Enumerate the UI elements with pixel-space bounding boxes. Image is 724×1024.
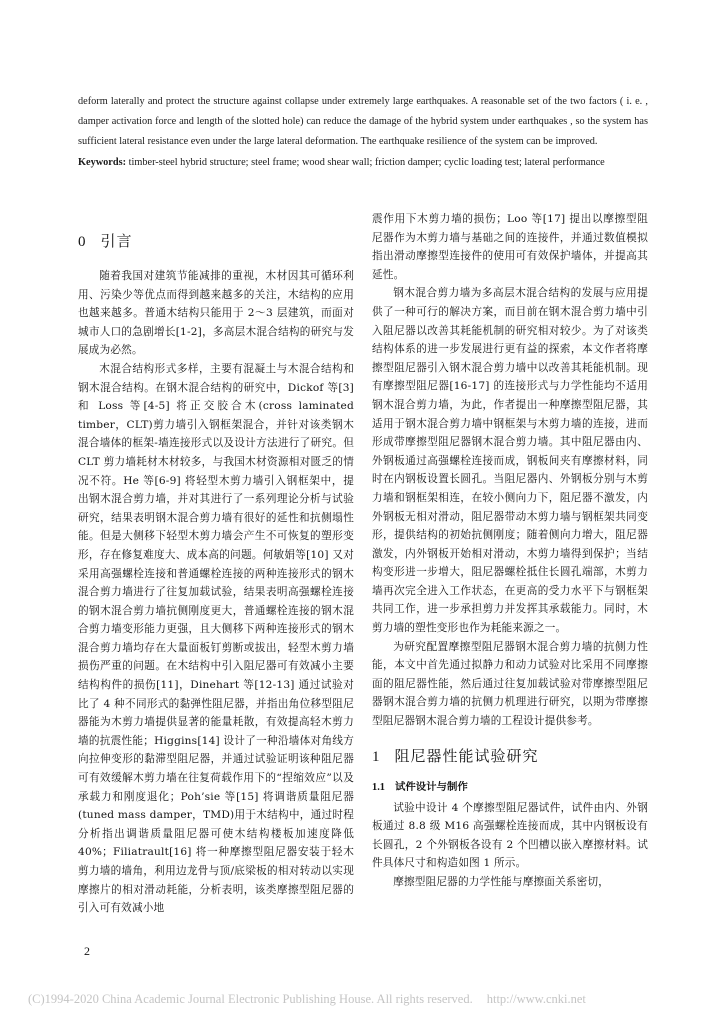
copyright-text: (C)1994-2020 China Academic Journal Electronic Publishing House. All rights reserved.: [28, 992, 473, 1006]
paragraph: 钢木混合剪力墙为多高层木混合结构的发展与应用提供了一种可行的解决方案，而目前在钢木混合剪力墙中引入阻尼器以改善其耗能机制的研究相对较少。为了对该类结构体系的进一步发展进行更有益的探索，本文作者将摩擦型阻尼器引入钢木混合剪力墙中以改善其耗能机制。现有摩擦型阻尼器[16-17] 的连接形式与力学性能均不适用钢木混合剪力墙，为此，作者提出一种摩擦型阻尼器，其适用于钢木混合剪力墙中钢框架与木剪力墙的连接，进而形成带摩擦型阻尼器钢木混合剪力墙。其中阻尼器由内、外钢板通过高强螺栓连接而成，钢板间夹有摩擦材料，同时在内钢板设置长圆孔。当阻尼器内、外钢板分别与木剪力墙和钢框架相连，在较小侧向力下，阻尼器不激发，内外钢板无相对滑动，阻尼器带动木剪力墙与钢框架共同变形，提供结构的初始抗侧刚度；随着侧向力增大，阻尼器激发，内外钢板开始相对滑动，木剪力墙得到保护；当结构变形进一步增大，阻尼器螺栓抵住长圆孔端部，木剪力墙再次完全进入工作状态，在更高的受力水平下与钢框架共同工作，进一步承担剪力并发挥其承载能力。同时，木剪力墙的塑性变形也作为耗能来源之一。: [372, 287, 648, 635]
keywords-text: timber-steel hybrid structure; steel frame; wood shear wall; friction damper; cyclic loading test; lateral performance: [128, 156, 605, 168]
paragraph: 为研究配置摩擦型阻尼器钢木混合剪力墙的抗侧力性能，本文中首先通过拟静力和动力试验对比采用不同摩擦面的阻尼器性能，然后通过往复加载试验对带摩擦型阻尼器钢木混合剪力墙的抗侧力机理进行研究，以期为带摩擦型阻尼器钢木混合剪力墙的工程设计提供参考。: [372, 640, 648, 728]
copyright-footer: [28, 992, 708, 1007]
abstract-text: deform laterally and protect the structure against collapse under extremely large earthquakes. A reasonable set of the two factors ( i. e. , damper activation force and length of the slotted hole) can reduce the damage of the hybrid system under earthquakes , so the system has sufficient lateral resistance even under the large lateral deformation. The earthquake resilience of the system can be improved.: [78, 96, 648, 148]
paragraph: 摩擦型阻尼器的力学性能与摩擦面关系密切，: [393, 876, 610, 888]
section-heading-damper-test: [372, 745, 648, 766]
subsection-number: 1.1: [372, 781, 385, 793]
subsection-heading: [372, 778, 648, 797]
paragraph-continued: 震作用下木剪力墙的损伤；Loo 等[17] 提出以摩擦型阻尼器作为木剪力墙与基础之间的连接件，并通过数值模拟指出滑动摩擦型连接件的使用可有效保护墙体，并提高其延性。: [372, 213, 648, 281]
section-number: 0: [78, 234, 87, 250]
right-column: [372, 210, 648, 892]
keywords-label: Keywords:: [78, 156, 127, 168]
keywords-line: [78, 153, 648, 173]
paragraph: 木混合结构形式多样，主要有混凝土与木混合结构和钢木混合结构。在钢木混合结构的研究中，Dickof 等[3] 和 Loss 等[4-5] 将正交胶合木(cross laminated timber，CLT)剪力墙引入钢框架混合，并针对该类钢木混合墙体的框架-墙连接形式以及设计方法进行了研究。但 CLT 剪力墙耗材木材较多，与我国木材资源相对匮乏的情况不符。He 等[6-9] 将轻型木剪力墙引入钢框架中，提出钢木混合剪力墙，并对其进行了一系列理论分析与试验研究，结果表明钢木混合剪力墙有很好的延性和抗侧塌性能。但是大侧移下轻型木剪力墙会产生不可恢复的塑形变形，存在修复难度大、成本高的问题。何敏娟等[10] 又对采用高强螺栓连接和普通螺栓连接的两种连接形式的钢木混合剪力墙进行了往复加载试验，结果表明高强螺栓连接的钢木混合剪力墙抗侧刚度更大，普通螺栓连接的钢木混合剪力墙变形能力更强，且大侧移下两种连接形式的钢木混合剪力墙均存在大量面板钉剪断或拔出，轻型木剪力墙损伤严重的问题。在木结构中引入阻尼器可有效减小主要结构构件的损伤[11]，Dinehart 等[12-13] 通过试验对比了 4 种不同形式的黏弹性阻尼器，并指出角位移型阻尼器能为木剪力墙提供显著的能量耗散，有效提高轻木剪力墙的抗震性能；Higgins[14] 设计了一种沿墙体对角线方向拉伸变形的黏滞型阻尼器，并通过试验证明该种阻尼器可有效缓解木剪力墙在往复荷载作用下的“捏缩效应”以及承载力和刚度退化；Poh’sie 等[15] 将调谐质量阻尼器(tuned mass damper，TMD)用于木结构中，通过时程分析指出调谐质量阻尼器可使木结构楼板加速度降低 40%；Filiatrault[16] 将一种摩擦型阻尼器安装于轻木剪力墙的墙角，利用边龙骨与顶/底梁板的相对转动以实现摩擦片的相对滑动耗能，分析表明，该类摩擦型阻尼器的引入可有效减小地: [78, 362, 354, 915]
section-heading-intro: [78, 230, 354, 251]
footer-url: http://www.cnki.net: [486, 992, 586, 1006]
abstract-block: [78, 92, 648, 173]
left-column: [78, 212, 354, 918]
section-number: 1: [372, 748, 381, 765]
paragraph: 试验中设计 4 个摩擦型阻尼器试件，试件由内、外钢板通过 8.8 级 M16 高强螺栓连接而成，其中内钢板设有长圆孔，2 个外钢板各设有 2 个凹槽以嵌入摩擦材料。试件具体尺寸和构造如图 1 所示。: [372, 801, 648, 870]
section-title: 阻尼器性能试验研究: [394, 746, 539, 765]
page-number: 2: [84, 944, 90, 958]
subsection-title: 试件设计与制作: [395, 780, 468, 793]
section-title: 引言: [100, 232, 133, 250]
paragraph: 随着我国对建筑节能减排的重视，木材因其可循环利用、污染少等优点而得到越来越多的关注，木结构的应用也越来越多。普通木结构只能用于 2～3 层建筑，而面对城市人口的急剧增长[1-2]，多高层木混合结构的研究与发展成为必然。: [78, 270, 354, 357]
